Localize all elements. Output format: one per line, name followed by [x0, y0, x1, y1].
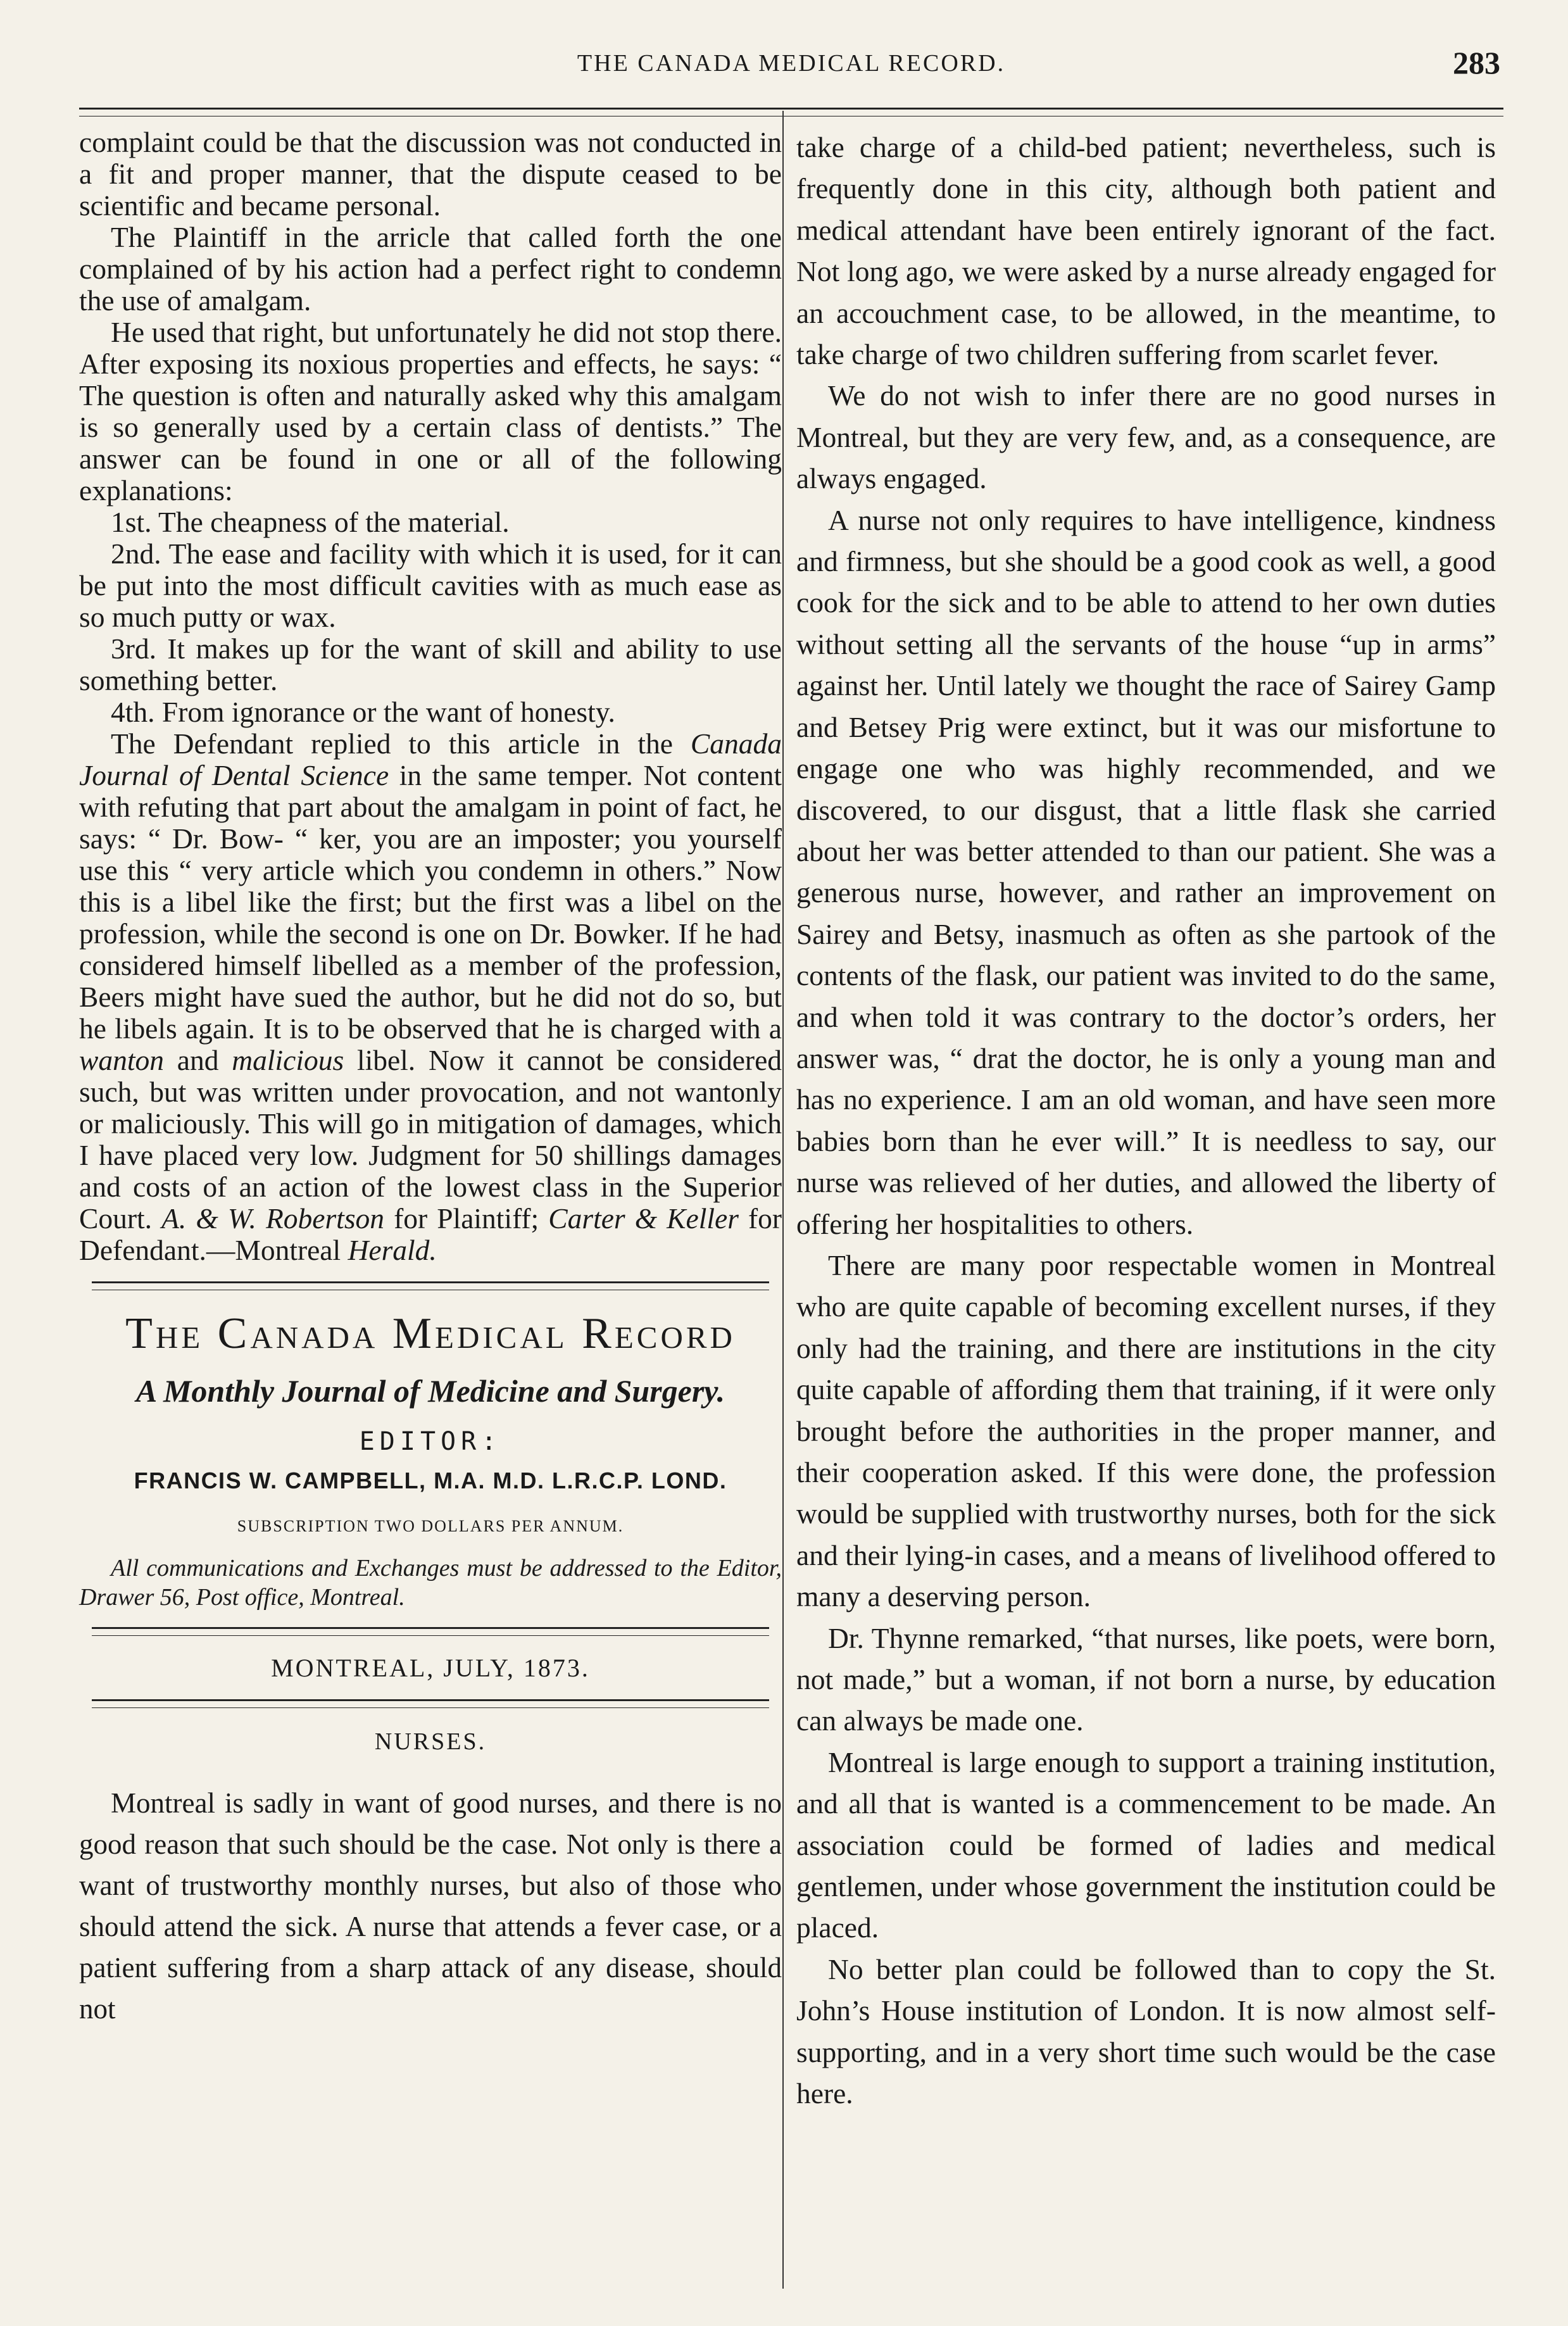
nurses-paragraph: No better plan could be followed than to copy the St. John’s House institution of London. It is now almost self-supporting, and in a very short time such would be the case here. — [796, 1952, 1496, 2110]
masthead-rule-top — [92, 1281, 769, 1290]
nurses-paragraph: Montreal is large enough to support a training institution, and all that is wanted is a commencement to be made. An association could be formed of ladies and medical gentlemen, under whose government the institution could be placed. — [796, 1745, 1496, 1944]
source-name: Herald. — [348, 1234, 437, 1266]
communications-note: All communications and Exchanges must be addressed to the Editor, Drawer 56, Post office, Montreal. — [79, 1555, 782, 1611]
article-paragraph: complaint could be that the discussion was not conducted in a fit and proper manner, that the dispute ceased to be scientific and became personal. — [79, 126, 782, 222]
nurses-paragraph: Montreal is sadly in want of good nurses, and there is no good reason that such should be the case. Not only is there a want of trustworthy monthly nurses, but also of those who should attend the sick. A nurse that attends a fever case, or a patient suffering from a sharp attack of any disease, should not — [79, 1787, 782, 2025]
running-title: THE CANADA MEDICAL RECORD. — [577, 50, 1006, 77]
left-column — [79, 127, 782, 2030]
defendant-attorneys: Carter & Keller — [548, 1202, 739, 1235]
article-paragraph-final: The Defendant replied to this article in the Canada Journal of Dental Science in the same temper. Not content with refuting that part about the amalgam in point of fact, he says: “ Dr. Bow- “ ker, you are an imposter; you yourself use this “ very article which you condemn in others.” Now this is a libel like the first; but the first was a libel on the profession, while the second is one on Dr. Bowker. If he had considered himself libelled as a member of the profession, Beers might have sued the author, but he did not do so, but he libels again. It is to be observed that he is charged with a wanton and malicious libel. Now it cannot be considered such, but was written under provocation, and not wantonly or maliciously. This will go in mitigation of damages, which I have placed very low. Judgment for 50 shillings damages and costs of an action of the lowest class in the Superior Court. A. & W. Robertson for Plaintiff; Carter & Keller for Defendant.—Montreal Herald. — [79, 727, 782, 1266]
nurses-article-start — [79, 1783, 782, 2030]
article-list-item: 1st. The cheapness of the material. — [111, 506, 510, 538]
article-list-item: 3rd. It makes up for the want of skill and ability to use something better. — [79, 632, 782, 696]
nurses-paragraph: take charge of a child-bed patient; nevertheless, such is frequently done in this city, although both patient and medical attendant have been entirely ignorant of the fact. Not long ago, we were asked by a nurse already engaged for an accouchment case, to be allowed, in the meantime, to take charge of two children suffering from scarlet fever. — [796, 131, 1496, 371]
journal-name: Canada Journal of Dental Science — [79, 727, 782, 791]
header-rule — [79, 108, 1503, 116]
article-paragraph: The Plaintiff in the arricle that called forth the one complained of by his action had a perfect right to condemn the use of amalgam. — [79, 221, 782, 317]
article-list-item: 2nd. The ease and facility with which it is used, for it can be put into the most difficult cavities with as much ease as so much putty or wax. — [79, 537, 782, 633]
editor-label: EDITOR: — [359, 1427, 502, 1456]
dateline: MONTREAL, JULY, 1873. — [271, 1654, 590, 1682]
article-list-item: 4th. From ignorance or the want of honesty. — [111, 696, 615, 728]
page-header — [82, 38, 1500, 89]
dateline-rule-top — [92, 1627, 769, 1636]
subscription-line: SUBSCRIPTION TWO DOLLARS PER ANNUM. — [237, 1517, 624, 1535]
right-column — [796, 127, 1496, 2115]
dateline-rule-bottom — [92, 1699, 769, 1708]
nurses-paragraph: We do not wish to infer there are no good nurses in Montreal, but they are very few, and, as a consequence, are always engaged. — [796, 379, 1496, 495]
article-paragraph: He used that right, but unfortunately he did not stop there. After exposing its noxious properties and effects, he says: “ The question is often and naturally asked why this amalgam is so generally used by a certain class of dentists.” The answer can be found in one or all of the following explanations: — [79, 316, 782, 506]
page-number: 283 — [1453, 45, 1500, 80]
nurses-paragraph: A nurse not only requires to have intelligence, kindness and firmness, but she should be a good cook as well, a good cook for the sick and to be able to attend to her own duties without setting all the servants of the house “up in arms” against her. Until lately we thought the race of Sairey Gamp and Betsey Prig were extinct, but it was our misfortune to engage one who was highly recommended, and we discovered, to our disgust, that a little flask she carried about her was better attended to than our patient. She was a generous nurse, however, and rather an improvement on Sairey and Betsy, inasmuch as often as she partook of the contents of the flask, our patient was invited to do the same, and when told it was contrary to the doctor’s orders, her answer was, “ drat the doctor, he is only a young man and has no experience. I am an old woman, and have seen more babies born than he ever will.” It is needless to say, our nurse was relieved of her duties, and allowed the liberty of offering her hospitalities to others. — [796, 503, 1496, 1240]
editor-name: FRANCIS W. CAMPBELL, M.A. M.D. L.R.C.P. LOND. — [134, 1468, 727, 1493]
nurses-paragraph: Dr. Thynne remarked, “that nurses, like poets, were born, not made,” but a woman, if not born a nurse, by education can always be made one. — [796, 1621, 1496, 1737]
nurses-paragraph: There are many poor respectable women in Montreal who are quite capable of becoming excellent nurses, if they only had the training, and there are institutions in the city quite capable of affording them that training, if it were only brought before the authorities in the proper manner, and their cooperation asked. If this were done, the profession would be supplied with trustworthy nurses, both for the sick and their lying-in cases, and a means of livelihood offered to many a deserving person. — [796, 1248, 1496, 1613]
plaintiff-attorneys: A. & W. Robertson — [161, 1202, 385, 1235]
masthead-title: The Canada Medical Record — [125, 1309, 736, 1358]
section-title: NURSES. — [374, 1728, 487, 1755]
masthead-subtitle: A Monthly Journal of Medicine and Surgery. — [135, 1373, 725, 1409]
column-divider — [782, 111, 784, 2289]
